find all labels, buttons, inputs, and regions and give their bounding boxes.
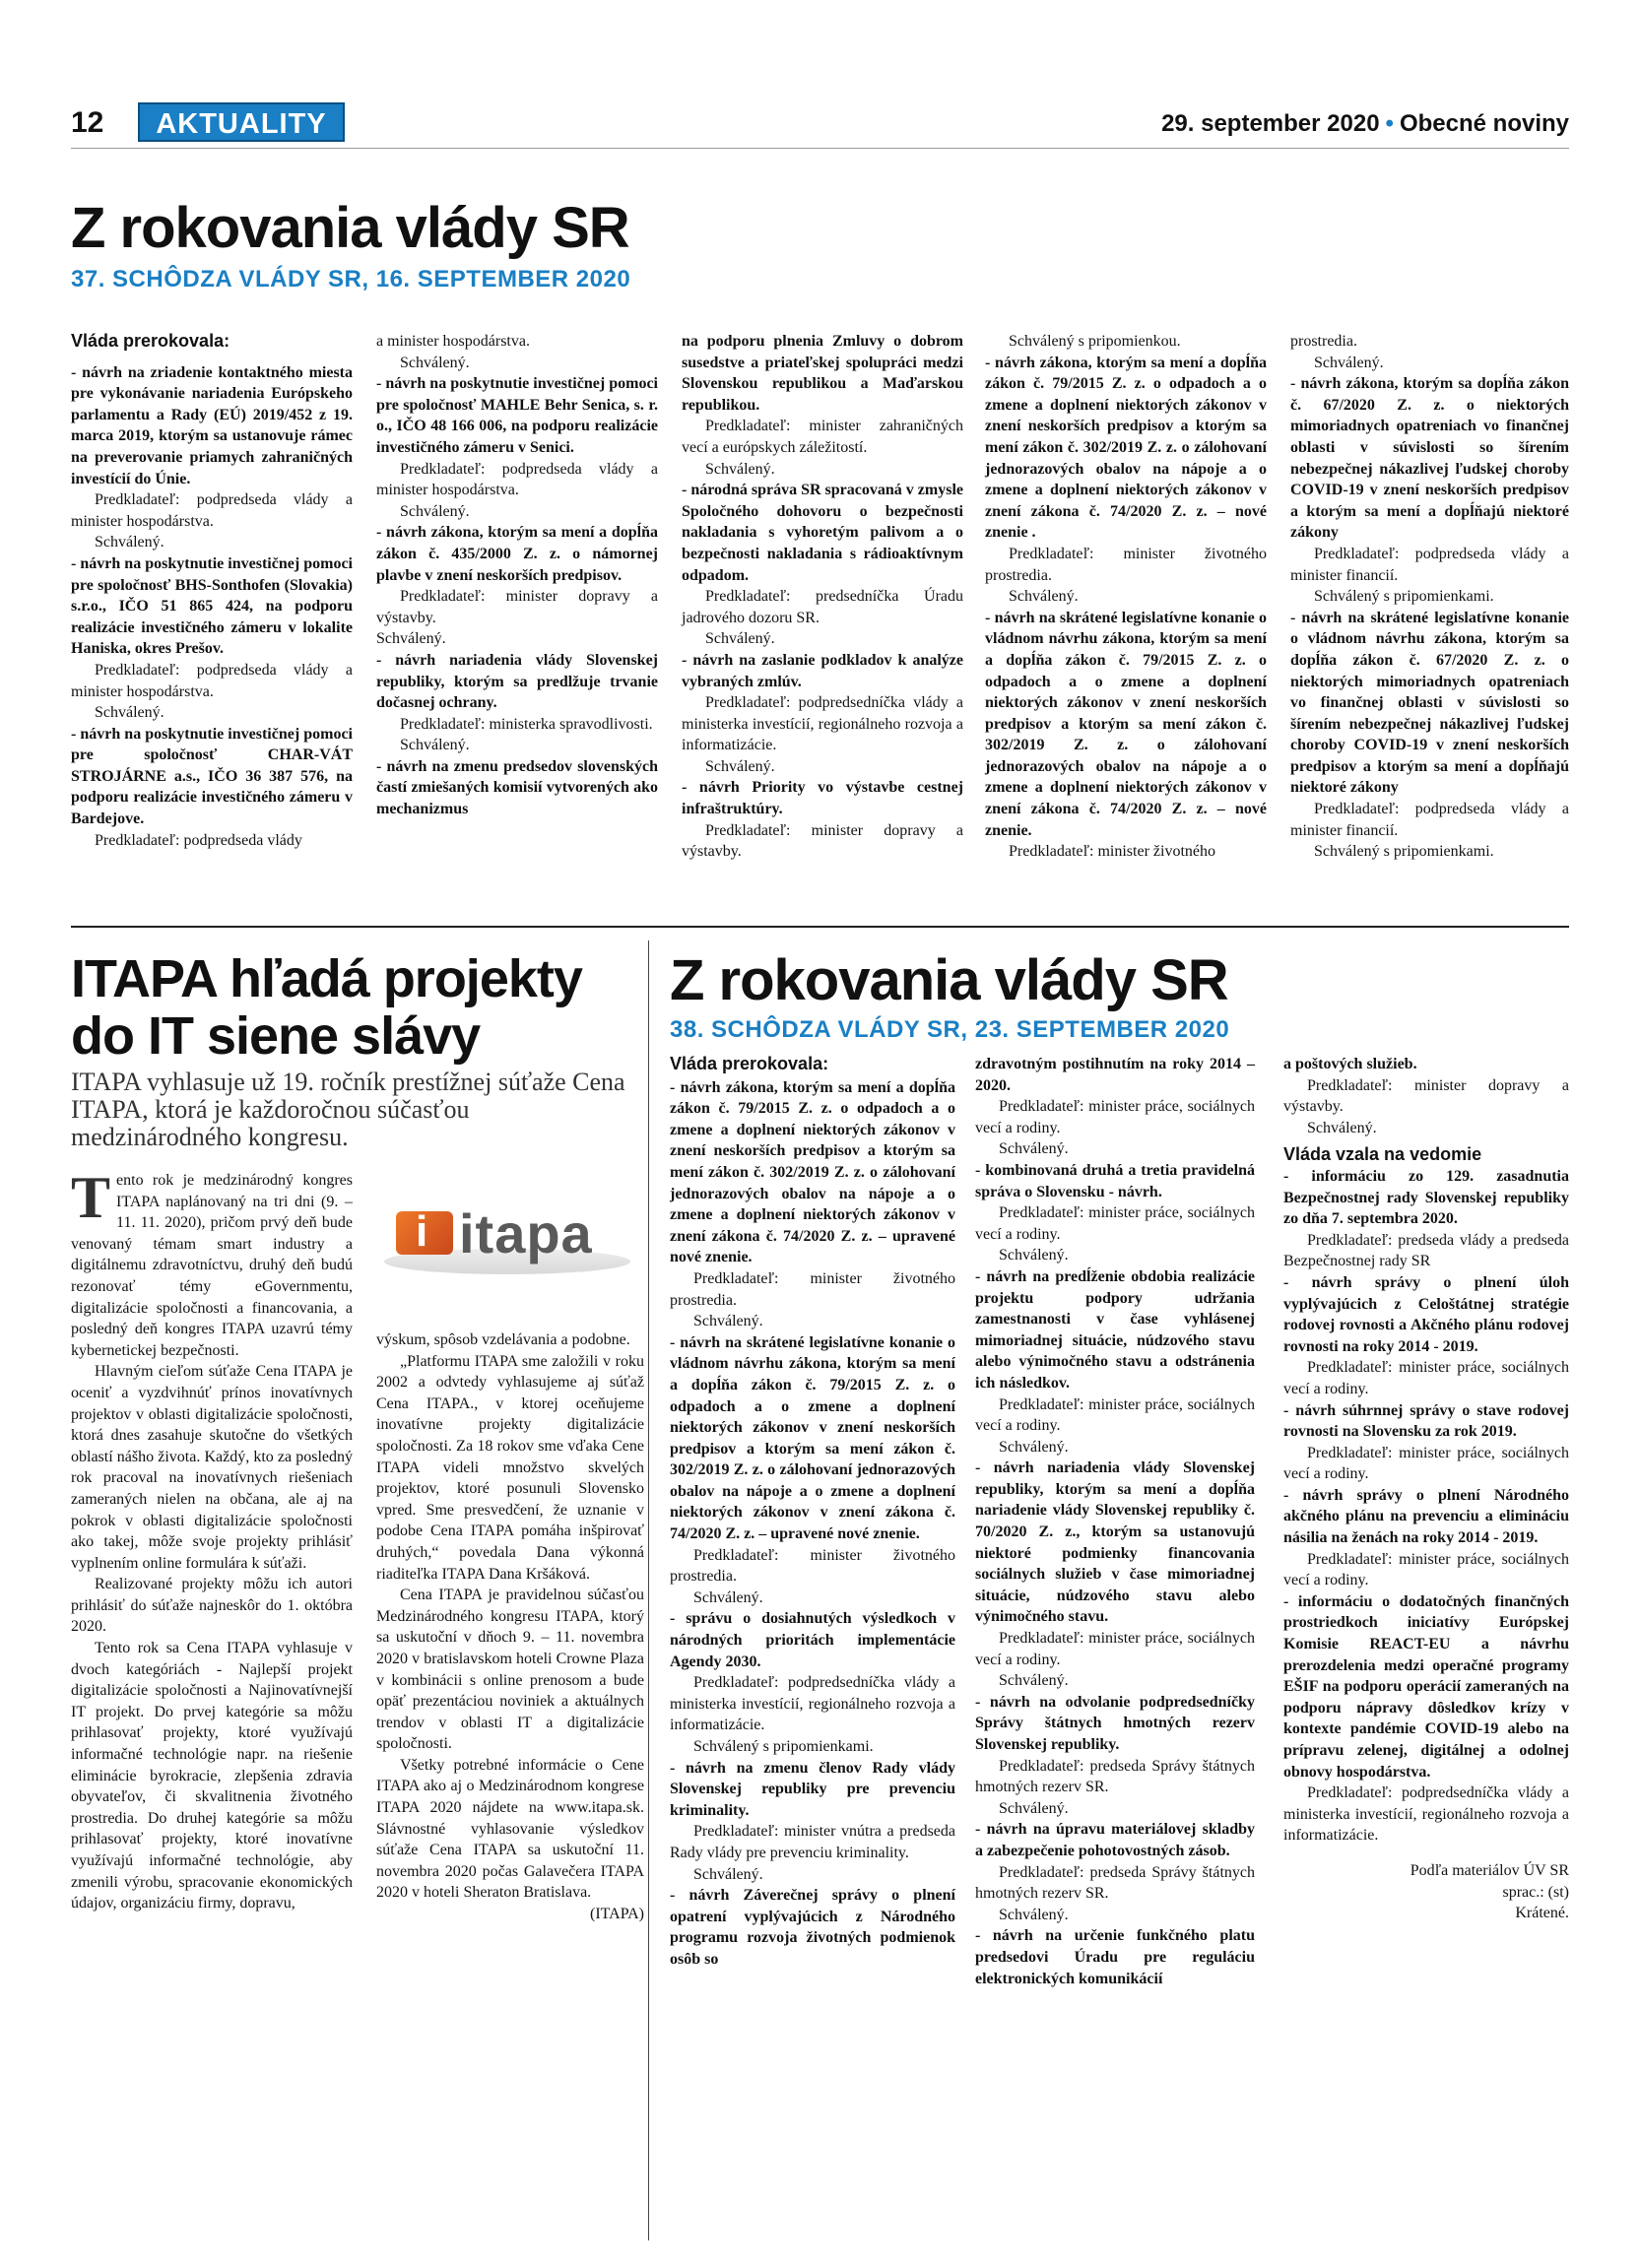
agenda-note: Schválený. bbox=[1314, 354, 1384, 371]
agenda-item: - návrh zákona, ktorým sa mení a dopĺňa zákon č. 435/2000 Z. z. o námornej plavbe v znení neskorších predpisov. bbox=[376, 524, 658, 584]
article-subtitle: 37. SCHÔDZA VLÁDY SR, 16. SEPTEMBER 2020 bbox=[71, 266, 631, 292]
agenda-item: na podporu plnenia Zmluvy o dobrom susedstve a priateľskej spolupráci medzi Slovenskou republikou a Maďarskou republikou. bbox=[682, 333, 963, 414]
agenda-note: Schválený. bbox=[705, 757, 775, 775]
agenda-item: - návrh správy o plnení úloh vyplývajúcich z Celoštátnej stratégie rodovej rovnosti a Akčného plánu rodovej rovnosti na roky 2014 - 2019. bbox=[1283, 1273, 1569, 1355]
agenda-note: Schválený. bbox=[999, 1799, 1069, 1817]
paragraph: Cena ITAPA je pravidelnou súčasťou Medzinárodného kongresu ITAPA, ktorý sa uskutoční v dňoch 9. – 11. novembra 2020 v bratislavskom hoteli Crowne Plaza v kombinácii s online prenosom a bude opäť prezentáciou noviniek a aktuálnych trendov v oblasti IT a digitalizácie spoločnosti. bbox=[376, 1587, 644, 1753]
agenda-item: - návrh zákona, ktorým sa mení a dopĺňa zákon č. 79/2015 Z. z. o odpadoch a o zmene a doplnení niektorých zákonov v znení neskorších predpisov a ktorým sa mení zákon č. 302/2019 Z. z. o zálohovaní jednorazových obalov na nápoje a o zmene a doplnení niektorých zákonov v znení zákona č. 74/2020 Z. z. – upravené nové znenie. bbox=[670, 1078, 955, 1266]
agenda-note: Predkladateľ: minister životného prostredia. bbox=[670, 1546, 955, 1586]
article-intro: ITAPA vyhlasuje už 19. ročník prestížnej súťaže Cena ITAPA, ktorá je každoročnou súčasťou medzinárodného kongresu. bbox=[71, 1068, 625, 1151]
article-title: Z rokovania vlády SR bbox=[71, 196, 629, 260]
agenda-note: Predkladateľ: predseda Správy štátnych hmotných rezerv SR. bbox=[975, 1863, 1255, 1903]
publication-name: Obecné noviny bbox=[1399, 110, 1569, 137]
agenda-note: Schválený s pripomienkami. bbox=[693, 1738, 874, 1755]
source-credit: Podľa materiálov ÚV SR bbox=[1410, 1861, 1569, 1879]
agenda-note: Predkladateľ: minister práce, sociálnych vecí a rodiny. bbox=[975, 1098, 1255, 1136]
agenda-item: - kombinovaná druhá a tretia pravidelná správa o Slovensku - návrh. bbox=[975, 1161, 1255, 1200]
agenda-note: Schválený. bbox=[95, 704, 164, 722]
agenda-item: - návrh na skrátené legislatívne konanie o vládnom návrhu zákona, ktorým sa mení a dopĺňa zákon č. 79/2015 Z. z. o odpadoch a o zmene a doplnení niektorých zákonov v znení neskorších predpisov a ktorým sa mení zákon č. 302/2019 Z. z. o zálohovaní jednorazových obalov na nápoje a o zmene a doplnení niektorých zákonov v znení zákona č. 74/2020 Z. z. – nové znenie. bbox=[985, 609, 1267, 839]
agenda-note: Predkladateľ: podpredseda vlády a minister hospodárstva. bbox=[376, 460, 658, 499]
agenda-note: Schválený. bbox=[400, 737, 470, 754]
agenda-note: Predkladateľ: minister práce, sociálnych vecí a rodiny. bbox=[1283, 1444, 1569, 1483]
agenda-note: Schválený. bbox=[999, 1140, 1069, 1158]
section-divider bbox=[71, 926, 1569, 928]
agenda-note: Schválený. bbox=[999, 1438, 1069, 1456]
agenda-note: Schválený. bbox=[693, 1588, 763, 1606]
agenda-item: - návrh na zriadenie kontaktného miesta pre vykonávanie nariadenia Európskeho parlamentu a Rady (EÚ) 2019/452 z 19. marca 2019, ktorým sa ustanovuje rámec na preverovanie priamych zahraničných investícií do Únie. bbox=[71, 363, 353, 487]
article-column bbox=[71, 1165, 353, 1914]
agenda-item: - národná správa SR spracovaná v zmysle Spoločného dohovoru o bezpečnosti nakladania s vyhoretým palivom a o bezpečnosti nakladania s rádioaktívnym odpadom. bbox=[682, 482, 963, 584]
agenda-item: - návrh na zaslanie podkladov k analýze vybraných zmlúv. bbox=[682, 651, 963, 690]
article-lead: Vláda prerokovala: bbox=[670, 1054, 829, 1073]
agenda-note: Predkladateľ: podpredseda vlády bbox=[95, 831, 302, 849]
agenda-note: Schválený. bbox=[705, 630, 775, 648]
header-rule bbox=[71, 148, 1569, 149]
article-title: ITAPA hľadá projekty do IT siene slávy bbox=[71, 949, 582, 1066]
itapa-logo bbox=[374, 1172, 640, 1320]
article-lead: Vláda prerokovala: bbox=[71, 331, 230, 351]
agenda-item: - informáciu o dodatočných finančných prostriedkoch iniciatívy Európskej Komisie REACT-EU a návrhu prerozdelenia medzi operačné programy EŠIF na podporu operácií zameraných na podporu nápravy dôsledkov krízy v kontexte pandémie COVID-19 alebo na prípravu zelenej, digitálnej a odolnej obnovy hospodárstva. bbox=[1283, 1592, 1569, 1781]
agenda-item: - návrh na zmenu predsedov slovenských častí zmiešaných komisií vytvorených ako mechanizmus bbox=[376, 757, 658, 818]
agenda-note: Predkladateľ: podpredseda vlády a minister financií. bbox=[1290, 545, 1569, 584]
agenda-note: Predkladateľ: podpredsedníčka vlády a ministerka investícií, regionálneho rozvoja a informatizácie. bbox=[682, 694, 963, 754]
agenda-note: prostredia. bbox=[1290, 333, 1357, 350]
paragraph: Realizované projekty môžu ich autori prihlásiť do súťaže najneskôr do 1. októbra 2020. bbox=[71, 1576, 353, 1636]
paragraph: Hlavným cieľom súťaže Cena ITAPA je oceniť a vyzdvihnúť prínos inovatívnych projektov v oblasti digitalizácie spoločnosti, ktorá dnes zasahuje skutočne do všetkých oblastí nášho života. Každý, kto za posledný rok pracoval na inovatívnych riešeniach zameraných nielen na občana, ale aj na pokrok v oblasti digitalizácie spoločnosti ako takej, môže svoje projekty prihlásiť vyplnením onlinе formulára k súťaži. bbox=[71, 1363, 353, 1572]
agenda-note: Predkladateľ: minister vnútra a predseda Rady vlády pre prevenciu kriminality. bbox=[670, 1823, 955, 1861]
agenda-note: Predkladateľ: podpredsedníčka vlády a ministerka investícií, regionálneho rozvoja a informatizácie. bbox=[670, 1674, 955, 1734]
agenda-note: Predkladateľ: minister práce, sociálnych vecí a rodiny. bbox=[1283, 1550, 1569, 1589]
agenda-item: - návrh na poskytnutie investičnej pomoci pre spoločnosť BHS-Sonthofen (Slovakia) s.r.o., IČO 51 865 424, na podporu realizácie investičného zámeru v lokalite Haniska, okres Prešov. bbox=[71, 554, 353, 658]
agenda-note: Predkladateľ: predseda Správy štátnych hmotných rezerv SR. bbox=[975, 1757, 1255, 1796]
separator-dot: • bbox=[1385, 110, 1394, 137]
agenda-note: Schválený s pripomienkami. bbox=[1314, 588, 1494, 606]
agenda-note: Predkladateľ: minister práce, sociálnych vecí a rodiny. bbox=[975, 1204, 1255, 1243]
agenda-note: Predkladateľ: minister zahraničných vecí a európskych záležitostí. bbox=[682, 418, 963, 456]
agenda-item: zdravotným postihnutím na roky 2014 – 2020. bbox=[975, 1056, 1255, 1094]
agenda-item: - informáciu zo 129. zasadnutia Bezpečnostnej rady Slovenskej republiky zo dňa 7. septembra 2020. bbox=[1283, 1167, 1569, 1228]
article-column bbox=[975, 1054, 1255, 1989]
article-signature: (ITAPA) bbox=[589, 1906, 644, 1923]
article-subtitle: 38. SCHÔDZA VLÁDY SR, 23. SEPTEMBER 2020 bbox=[670, 1016, 1230, 1043]
agenda-note: Predkladateľ: minister práce, sociálnych vecí a rodiny. bbox=[975, 1395, 1255, 1435]
agenda-note: Predkladateľ: podpredseda vlády a minister hospodárstva. bbox=[71, 491, 353, 530]
agenda-note: Schválený. bbox=[400, 502, 470, 520]
paragraph: výskum, spôsob vzdelávania a podobne. bbox=[376, 1331, 630, 1348]
agenda-item: - návrh zákona, ktorým sa mení a dopĺňa zákon č. 79/2015 Z. z. o odpadoch a o zmene a doplnení niektorých zákonov v znení neskorších predpisov a ktorým sa mení zákon č. 302/2019 Z. z. o zálohovaní jednorazových obalov na nápoje a o zmene a doplnení niektorých zákonov v znení zákona č. 74/2020 Z. z. – nové znenie . bbox=[985, 354, 1267, 542]
agenda-note: Predkladateľ: minister práce, sociálnych vecí a rodiny. bbox=[975, 1630, 1255, 1668]
agenda-note: Predkladateľ: podpredsedníčka vlády a ministerka investícií, regionálneho rozvoja a informatizácie. bbox=[1283, 1784, 1569, 1845]
agenda-note: Schválený. bbox=[1009, 588, 1079, 606]
logo-text: itapa bbox=[459, 1202, 593, 1264]
agenda-note: Predkladateľ: podpredseda vlády a minister financií. bbox=[1290, 801, 1569, 839]
issue-info bbox=[1161, 110, 1569, 138]
agenda-note: Schválený s pripomienkami. bbox=[1314, 843, 1494, 861]
agenda-item: - návrh na predĺženie obdobia realizácie projektu podpory udržania zamestnanosti v čase vyhlásenej mimoriadnej situácie, núdzového stavu alebo výnimočného stavu a odstránenia ich následkov. bbox=[975, 1267, 1255, 1392]
agenda-item: - návrh súhrnnej správy o stave rodovej rovnosti na Slovensku za rok 2019. bbox=[1283, 1401, 1569, 1441]
agenda-note: Predkladateľ: minister dopravy a výstavby. bbox=[682, 821, 963, 861]
agenda-item: - návrh na úpravu materiálovej skladby a zabezpečenie pohotovostných zásob. bbox=[975, 1821, 1255, 1859]
drop-cap: T bbox=[71, 1165, 111, 1230]
agenda-item: - návrh nariadenia vlády Slovenskej republiky, ktorým sa predlžuje trvanie dočasnej ochrany. bbox=[376, 651, 658, 712]
agenda-note: Predkladateľ: minister životného bbox=[1009, 843, 1215, 861]
article-column bbox=[376, 331, 658, 820]
article-title: Z rokovania vlády SR bbox=[670, 948, 1228, 1012]
agenda-item: - návrh na poskytnutie investičnej pomoci pre spoločnosť MAHLE Behr Senica, s. r. o., IČO 48 166 006, na podporu realizácie investičného zámeru v Senici. bbox=[376, 375, 658, 456]
column-divider bbox=[648, 940, 649, 2240]
shortened-note: Krátené. bbox=[1515, 1905, 1569, 1922]
agenda-item: - návrh na skrátené legislatívne konanie o vládnom návrhu zákona, ktorým sa dopĺňa zákon č. 67/2020 Z. z. o niektorých mimoriadnych opatreniach vo finančnej oblasti v súvislosti so šírením nebezpečnej nákazlivej ľudskej choroby COVID-19 v znení neskorších predpisov a ktorým sa mení a dopĺňajú niektoré zákony bbox=[1290, 609, 1569, 797]
agenda-item: - návrh správy o plnení Národného akčného plánu na prevenciu a elimináciu násilia na ženách na roky 2014 - 2019. bbox=[1283, 1486, 1569, 1547]
article-column bbox=[376, 1329, 644, 1925]
agenda-note: Predkladateľ: minister dopravy a výstavby. bbox=[376, 588, 658, 626]
article-column bbox=[71, 331, 353, 851]
paragraph: „Platformu ITAPA sme založili v roku 2002 a odvtedy vyhlasujeme aj súťaž Cena ITAPA., v ktorej oceňujeme inovatívne projekty digitalizácie spoločnosti. Za 18 rokov sme vďaka Cene ITAPA videli množstvo skvelých projektov, ktoré posunuli Slovensko vpred. Sme presvedčení, že uznanie v podobe Cena ITAPA pomáha inšpirovať druhých,“ povedala Dana výkonná riaditeľka ITAPA Dana Kršáková. bbox=[376, 1352, 644, 1583]
agenda-note: Schválený. bbox=[693, 1865, 763, 1883]
agenda-item: - návrh na zmenu členov Rady vlády Slovenskej republiky pre prevenciu kriminality. bbox=[670, 1759, 955, 1819]
agenda-note: Schválený. bbox=[1307, 1119, 1377, 1136]
paragraph: Tento rok sa Cena ITAPA vyhlasuje v dvoch kategóriách - Najlepší projekt digitalizácie spoločnosti a Najinovatívnejší IT projekt. Do prvej kategórie sa môžu prihlasovať projekty, ktoré využívajú informačné technológie napr. na riešenie eliminácie byrokracie, zlepšenia zdravia obyvateľov, či skvalitnenia životného prostredia. Do druhej kategórie sa môžu prihlasovať projekty, ktoré inovatívne využívajú informačné technológie, aby zmenili výrobu, spracovanie ekonomických údajov, organizáciu firmy, dopravu, bbox=[71, 1640, 353, 1912]
agenda-note: Schválený. bbox=[95, 534, 164, 551]
page-number: 12 bbox=[71, 106, 104, 139]
agenda-item: - návrh Priority vo výstavbe cestnej infraštruktúry. bbox=[682, 779, 963, 818]
agenda-note: Predkladateľ: predseda vlády a predseda Bezpečnostnej rady SR bbox=[1283, 1231, 1569, 1270]
paragraph: ento rok je medzinárodný kongres ITAPA naplánovaný na tri dni (9. – 11. 11. 2020), pričom prvý deň bude venovaný témam smart industry a digitálnemu zdravotníctvu, druhý deň budú rezonovať témy eGovernmentu, digitalizácie spoločnosti a financovania, a posledný deň kongres ITAPA uzavrú témy kybernetickej bezpečnosti. bbox=[71, 1172, 353, 1359]
agenda-note: Predkladateľ: minister životného prostredia. bbox=[670, 1269, 955, 1309]
article-second-lead: Vláda vzala na vedomie bbox=[1283, 1144, 1482, 1165]
agenda-note: Schválený. bbox=[693, 1313, 763, 1330]
agenda-item: - návrh na odvolanie podpredsedníčky Správy štátnych hmotných rezerv Slovenskej republiky. bbox=[975, 1693, 1255, 1753]
article-column bbox=[1283, 1054, 1569, 1924]
paragraph: Všetky potrebné informácie o Cene ITAPA ako aj o Medzinárodnom kongrese ITAPA 2020 nájdete na www.itapa.sk. Slávnostné vyhlasovanie výsledkov súťaže Cena ITAPA sa uskutoční 11. novembra 2020 počas Galavečera ITAPA 2020 v hoteli Sheraton Bratislava. bbox=[376, 1756, 644, 1902]
editor-credit: sprac.: (st) bbox=[1502, 1883, 1569, 1901]
agenda-note: Schválený. bbox=[999, 1247, 1069, 1264]
agenda-note: Predkladateľ: minister životného prostredia. bbox=[985, 545, 1267, 584]
agenda-note: Schválený. bbox=[705, 460, 775, 478]
logo-mark bbox=[396, 1211, 453, 1255]
article-column bbox=[682, 331, 963, 863]
agenda-note: Schválený. bbox=[999, 1906, 1069, 1923]
agenda-item: a poštových služieb. bbox=[1283, 1056, 1417, 1072]
agenda-item: - návrh Záverečnej správy o plnení opatrení vyplývajúcich z Národného programu rozvoja životných podmienok osôb so bbox=[670, 1887, 955, 1968]
issue-date: 29. september 2020 bbox=[1161, 110, 1380, 137]
agenda-item: - návrh nariadenia vlády Slovenskej republiky, ktorým sa mení a dopĺňa nariadenie vlády Slovenskej republiky č. 70/2020 Z. z., ktorým sa ustanovujú niektoré podmienky financovania sociálnych služieb v čase mimoriadnej situácie, núdzového stavu alebo výnimočného stavu. bbox=[975, 1459, 1255, 1626]
agenda-note: Predkladateľ: ministerka spravodlivosti. bbox=[400, 715, 653, 733]
section-label: AKTUALITY bbox=[138, 102, 345, 142]
agenda-item: - návrh na poskytnutie investičnej pomoci pre spoločnosť CHAR-VÁT STROJÁRNE a.s., IČO 36 387 576, na podporu realizácie investičného zámeru v Bardejove. bbox=[71, 725, 353, 828]
agenda-note: Schválený s pripomienkou. bbox=[1009, 333, 1181, 350]
agenda-item: - návrh na skrátené legislatívne konanie o vládnom návrhu zákona, ktorým sa mení a dopĺňa zákon č. 79/2015 Z. z. o odpadoch a o zmene a doplnení niektorých zákonov v znení neskorších predpisov a ktorým sa mení zákon č. 302/2019 Z. z. o zálohovaní jednorazových obalov na nápoje a o zmene a doplnení niektorých zákonov v znení zákona č. 74/2020 Z. z. – upravené nové znenie. bbox=[670, 1333, 955, 1543]
agenda-note: a minister hospodárstva. bbox=[376, 333, 530, 350]
agenda-item: - správu o dosiahnutých výsledkoch v národných prioritách implementácie Agendy 2030. bbox=[670, 1610, 955, 1670]
article-column bbox=[670, 1054, 955, 1971]
agenda-note: Predkladateľ: predsedníčka Úradu jadrového dozoru SR. bbox=[682, 588, 963, 626]
article-column bbox=[985, 331, 1267, 863]
article-column bbox=[1290, 331, 1569, 863]
agenda-note: Predkladateľ: podpredseda vlády a minister hospodárstva. bbox=[71, 661, 353, 700]
agenda-note: Schválený. bbox=[400, 354, 470, 371]
agenda-note: Predkladateľ: minister dopravy a výstavby. bbox=[1283, 1076, 1569, 1116]
agenda-note: Schválený. bbox=[376, 630, 446, 648]
agenda-item: - návrh na určenie funkčného platu predsedovi Úradu pre reguláciu elektronických komunikácií bbox=[975, 1927, 1255, 1987]
agenda-item: - návrh zákona, ktorým sa dopĺňa zákon č. 67/2020 Z. z. o niektorých mimoriadnych opatreniach vo finančnej oblasti v súvislosti so šírením nebezpečnej nákazlivej ľudskej choroby COVID-19 v znení neskorších predpisov a ktorým sa mení a dopĺňajú niektoré zákony bbox=[1290, 375, 1569, 542]
agenda-note: Schválený. bbox=[999, 1672, 1069, 1690]
agenda-note: Predkladateľ: minister práce, sociálnych vecí a rodiny. bbox=[1283, 1359, 1569, 1397]
